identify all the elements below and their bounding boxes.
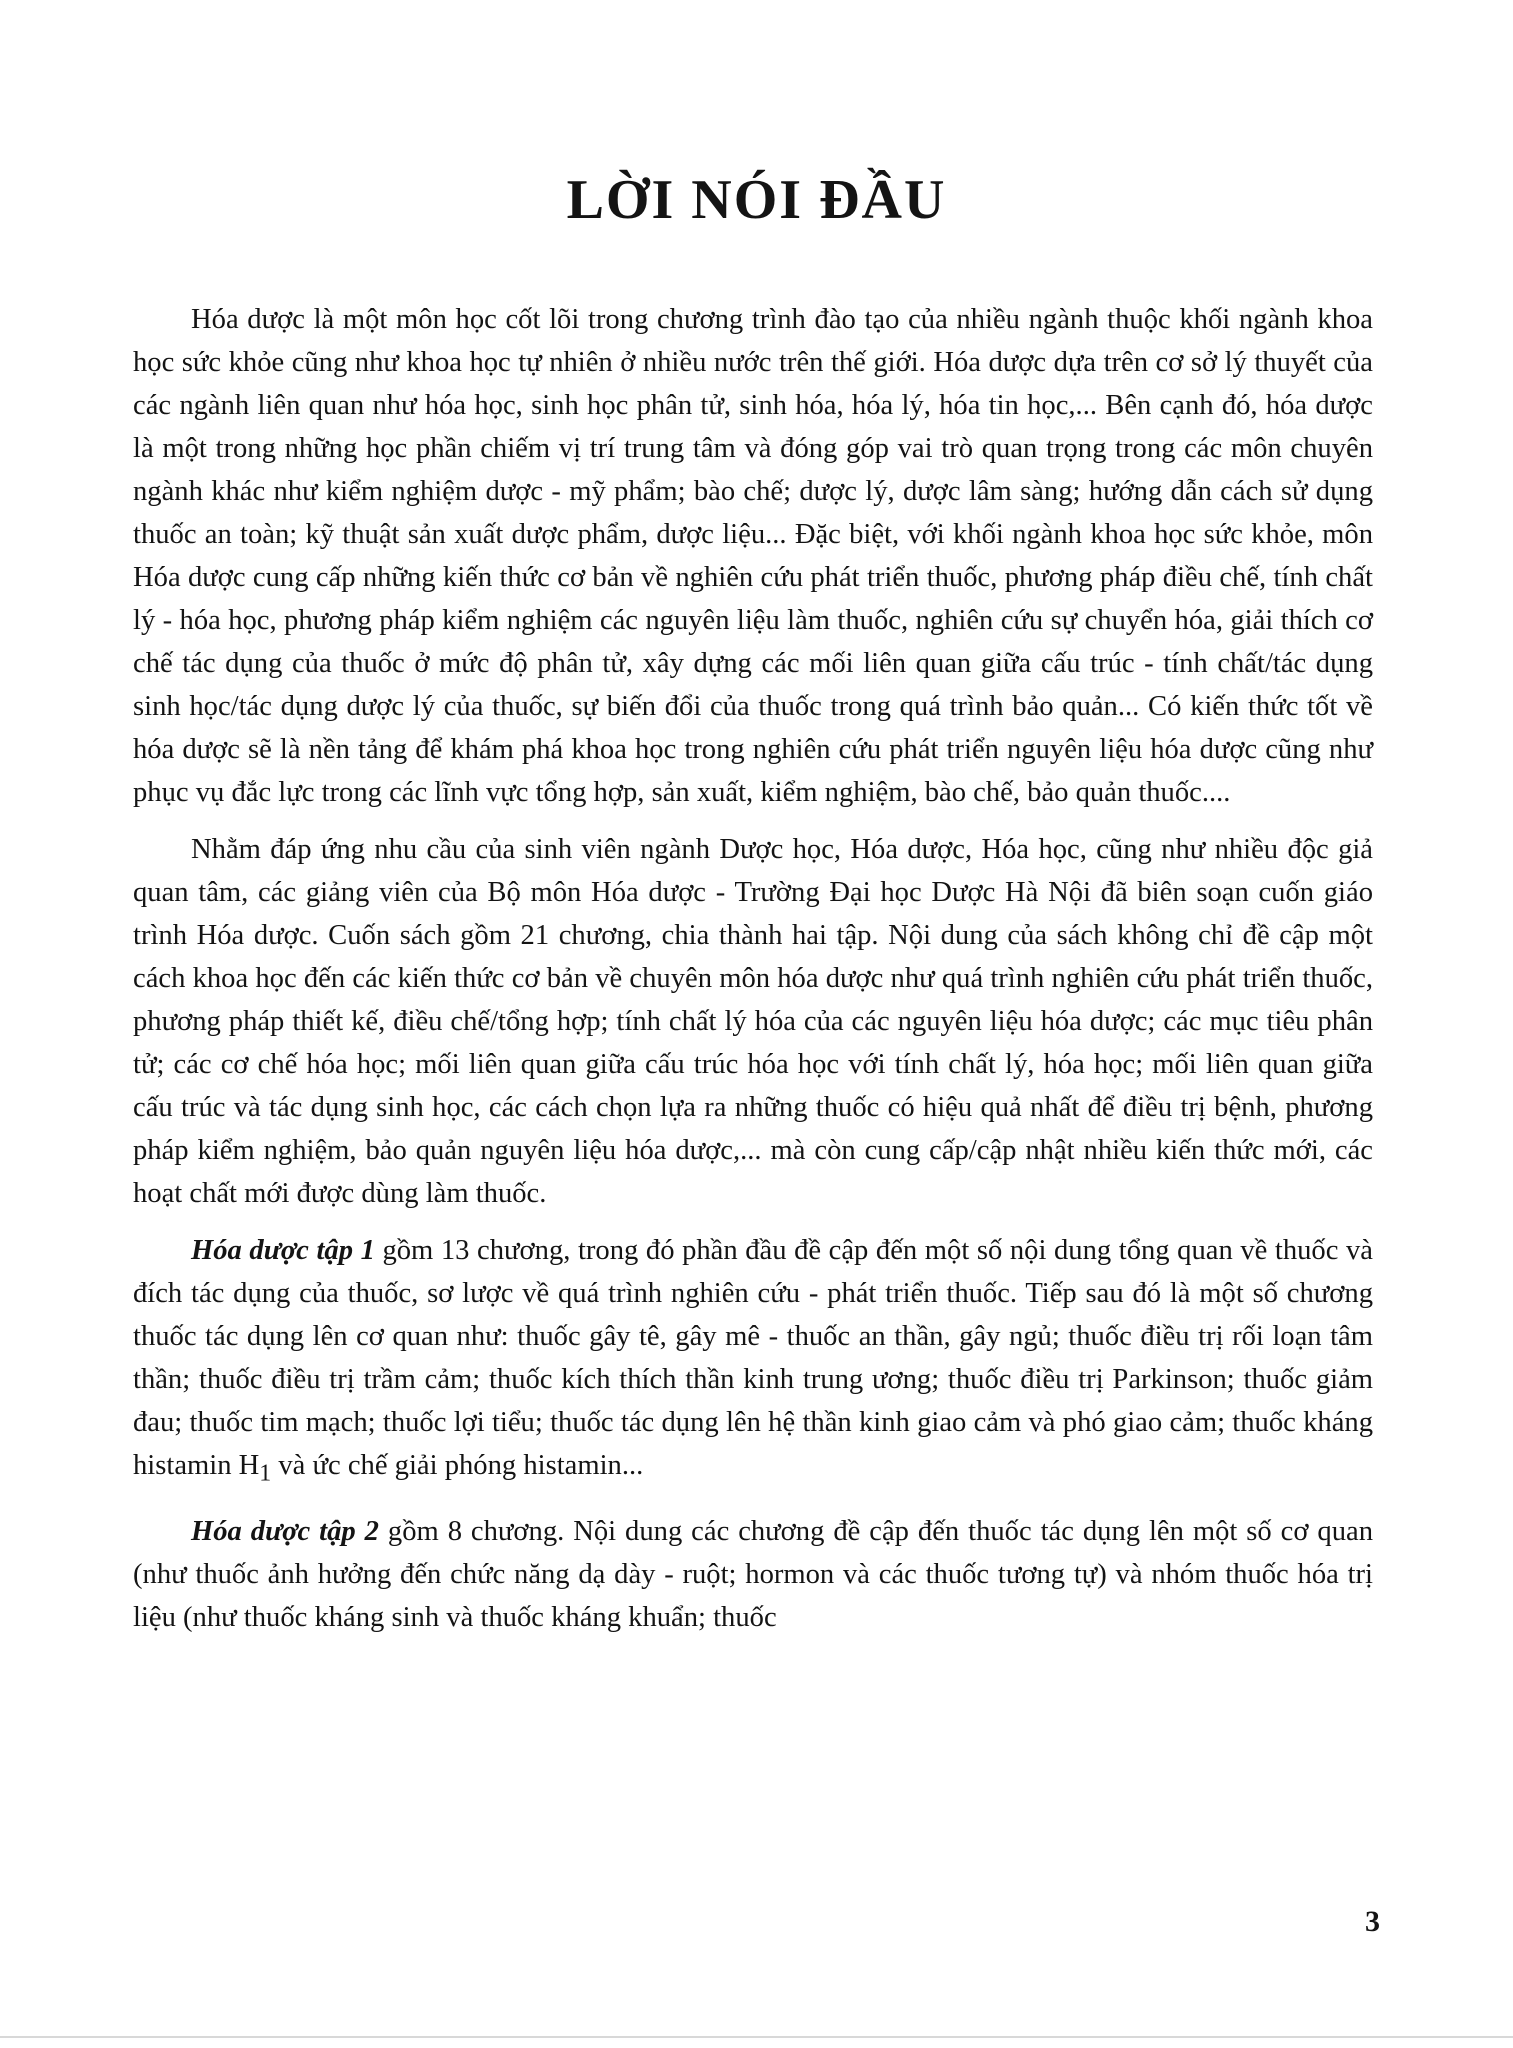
paragraph-volume-1 [133,1229,1373,1496]
volume-2-text: gồm 8 chương. Nội dung các chương đề cập đến thuốc tác dụng lên một số cơ quan (như thuốc ảnh hưởng đến chức năng dạ dày - ruột; hormon và các thuốc tương tự) và nhóm thuốc hóa trị liệu (như thuốc kháng sinh và thuốc kháng khuẩn; thuốc [133,1515,1373,1633]
page-number: 3 [1365,1905,1380,1938]
volume-1-text: gồm 13 chương, trong đó phần đầu đề cập đến một số nội dung tổng quan về thuốc và đích tác dụng của thuốc, sơ lược về quá trình nghiên cứu - phát triển thuốc. Tiếp sau đó là một số chương thuốc tác dụng lên cơ quan như: thuốc gây tê, gây mê - thuốc an thần, gây ngủ; thuốc điều trị rối loạn tâm thần; thuốc điều trị trầm cảm; thuốc kích thích thần kinh trung ương; thuốc điều trị Parkinson; thuốc giảm đau; thuốc tim mạch; thuốc lợi tiểu; thuốc tác dụng lên hệ thần kinh giao cảm và phó giao cảm; thuốc kháng histamin H [133,1235,1373,1481]
paragraph-volume-2 [133,1510,1373,1639]
preface-body [133,298,1373,1653]
paragraph-purpose: Nhằm đáp ứng nhu cầu của sinh viên ngành Dược học, Hóa dược, Hóa học, cũng như nhiều độc giả quan tâm, các giảng viên của Bộ môn Hóa dược - Trường Đại học Dược Hà Nội đã biên soạn cuốn giáo trình Hóa dược. Cuốn sách gồm 21 chương, chia thành hai tập. Nội dung của sách không chỉ đề cập một cách khoa học đến các kiến thức cơ bản về chuyên môn hóa dược như quá trình nghiên cứu phát triển thuốc, phương pháp thiết kế, điều chế/tổng hợp; tính chất lý hóa của các nguyên liệu hóa dược; các mục tiêu phân tử; các cơ chế hóa học; mối liên quan giữa cấu trúc hóa học với tính chất lý, hóa học; mối liên quan giữa cấu trúc và tác dụng sinh học, các cách chọn lựa ra những thuốc có hiệu quả nhất để điều trị bệnh, phương pháp kiểm nghiệm, bảo quản nguyên liệu hóa dược,... mà còn cung cấp/cập nhật nhiều kiến thức mới, các hoạt chất mới được dùng làm thuốc. [133,834,1373,1209]
volume-2-title: Hóa dược tập 2 [191,1515,379,1547]
volume-1-tail: và ức chế giải phóng histamin... [271,1450,644,1481]
paragraph-intro: Hóa dược là một môn học cốt lõi trong chương trình đào tạo của nhiều ngành thuộc khối ngành khoa học sức khỏe cũng như khoa học tự nhiên ở nhiều nước trên thế giới. Hóa dược dựa trên cơ sở lý thuyết của các ngành liên quan như hóa học, sinh học phân tử, sinh hóa, hóa lý, hóa tin học,... Bên cạnh đó, hóa dược là một trong những học phần chiếm vị trí trung tâm và đóng góp vai trò quan trọng trong các môn chuyên ngành khác như kiểm nghiệm dược - mỹ phẩm; bào chế; dược lý, dược lâm sàng; hướng dẫn cách sử dụng thuốc an toàn; kỹ thuật sản xuất dược phẩm, dược liệu... Đặc biệt, với khối ngành khoa học sức khỏe, môn Hóa dược cung cấp những kiến thức cơ bản về nghiên cứu phát triển thuốc, phương pháp điều chế, tính chất lý - hóa học, phương pháp kiểm nghiệm các nguyên liệu làm thuốc, nghiên cứu sự chuyển hóa, giải thích cơ chế tác dụng của thuốc ở mức độ phân tử, xây dựng các mối liên quan giữa cấu trúc - tính chất/tác dụng sinh học/tác dụng dược lý của thuốc, sự biến đổi của thuốc trong quá trình bảo quản... Có kiến thức tốt về hóa dược sẽ là nền tảng để khám phá khoa học trong nghiên cứu phát triển nguyên liệu hóa dược cũng như phục vụ đắc lực trong các lĩnh vực tổng hợp, sản xuất, kiểm nghiệm, bào chế, bảo quản thuốc.... [133,304,1373,808]
volume-1-title: Hóa dược tập 1 [191,1235,375,1266]
volume-1-subscript: 1 [259,1460,272,1487]
page-title: LỜI NÓI ĐẦU [566,169,947,231]
page-bottom-edge [0,2036,1513,2038]
